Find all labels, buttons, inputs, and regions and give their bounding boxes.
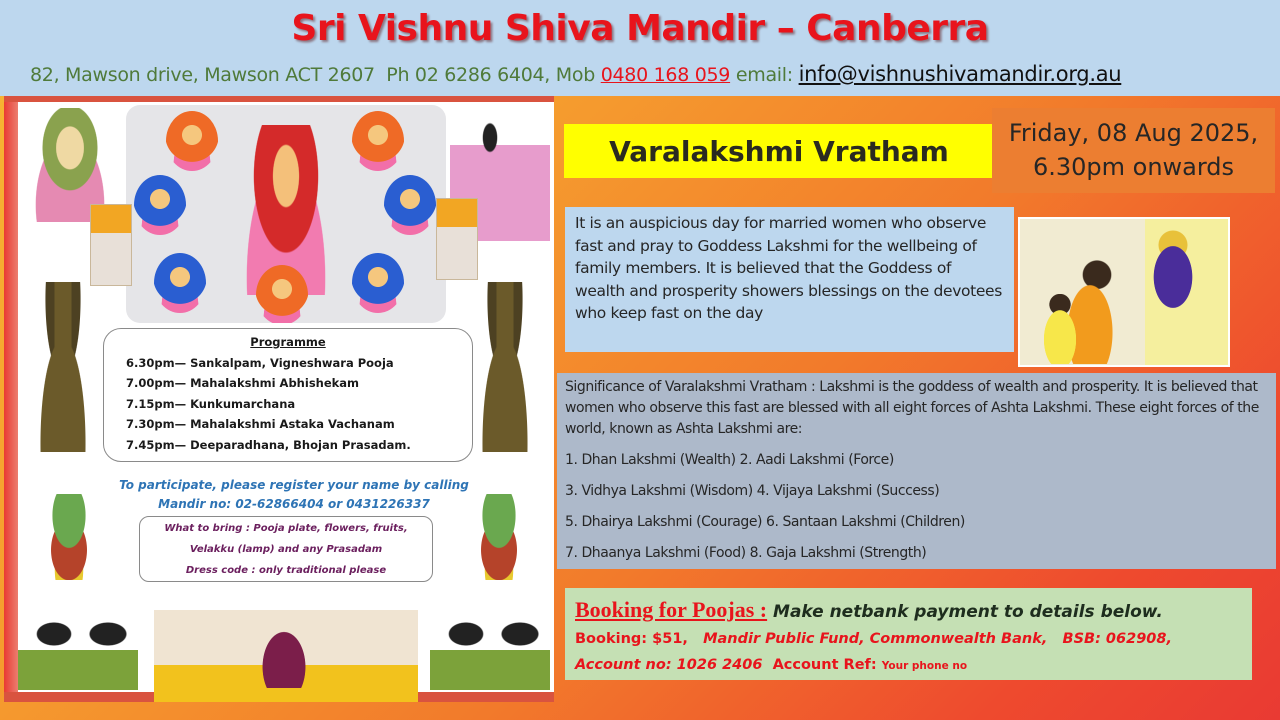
lakshmi-mini-4 [384,175,436,235]
lakshmi-mini-2 [352,111,404,171]
booking-details-line [575,626,1242,652]
event-time: 6.30pm onwards [1032,153,1235,181]
ashta-lakshmi-image [126,105,446,323]
brass-lamp-right-image [470,282,540,452]
altar-kalasam [254,618,314,688]
programme-box [103,328,473,462]
account-ref-value: Your phone no [881,660,968,672]
account-ref-label: Account Ref: [772,657,877,673]
programme-item: 7.00pm— Mahalakshmi Abhishekam [126,376,360,390]
women-applying-kumkum-left-image [18,610,138,690]
registration-phone-line: Mandir no: 02-62866404 or 0431226337 [158,497,430,511]
ashta-lakshmi-row: 3. Vidhya Lakshmi (Wisdom) 4. Vijaya Lakshmi (Success) [565,483,940,499]
mobile-link[interactable]: 0480 168 059 [600,64,731,86]
kalasam-image-left [90,204,132,286]
programme-item: 7.15pm— Kunkumarchana [126,396,296,411]
registration-line: To participate, please register your name by calling [119,478,469,492]
event-date-box [992,108,1275,193]
registration-note [104,476,484,514]
email-label: email: [735,64,793,86]
header-banner [0,0,1280,96]
ashta-lakshmi-row: 1. Dhan Lakshmi (Wealth) 2. Aadi Lakshmi (Force) [565,452,894,468]
significance-box [557,373,1276,569]
women-applying-kumkum-right-image [430,610,550,690]
programme-item: 7.30pm— Mahalakshmi Astaka Vachanam [126,417,395,431]
booking-box [565,588,1252,680]
bring-line: Velakku (lamp) and any Prasadam [189,544,383,555]
family-worship-photo [1018,217,1230,367]
account-name: Mandir Public Fund, Commonwealth Bank, [703,631,1048,647]
temple-title: Sri Vishnu Shiva Mandir – Canberra [291,8,989,49]
ashta-lakshmi-row: 7. Dhaanya Lakshmi (Food) 8. Gaja Lakshmi (Strength) [565,545,927,561]
booking-message: Make netbank payment to details below. [767,602,1163,622]
bring-line: What to bring : Pooja plate, flowers, fruits, [164,523,408,534]
programme-title: Programme [250,335,326,349]
kalasam-image-right [436,198,478,280]
goddess-idol [1143,229,1203,309]
kumbham-pot-left-image [36,494,102,580]
lakshmi-mini-3 [134,175,186,235]
booking-account-line [575,652,1242,679]
email-link[interactable]: info@vishnushivamandir.org.au [798,62,1122,86]
event-date: Friday, 08 Aug 2025, [1008,119,1259,147]
lakshmi-mini-5 [154,253,206,313]
booking-label: Booking for Poojas : [575,597,768,622]
child-figure [1035,294,1085,364]
significance-intro: Significance of Varalakshmi Vratham : Lakshmi is the goddess of wealth and prosperity. It is believed that women who observe this fast are blessed with all eight forces of Ashta Lakshmi. These eight forces of the world, known as Ashta Lakshmi are: [565,379,1259,437]
bsb: BSB: 062908, [1062,631,1172,647]
programme-item: 6.30pm— Sankalpam, Vigneshwara Pooja [126,355,394,370]
lakshmi-mini-1 [166,111,218,171]
booking-heading [575,596,1242,626]
varalakshmi-altar-image [154,610,418,702]
brass-lamp-left-image [28,282,98,452]
account-number: Account no: 1026 2406 [575,657,763,673]
programme-item: 7.45pm— Deeparadhana, Bhojan Prasadam. [126,437,411,452]
phone: Ph 02 6286 6404, Mob [386,64,595,86]
address: 82, Mawson drive, Mawson ACT 2607 [30,64,375,86]
booking-amount: Booking: $51, [575,631,688,647]
what-to-bring-box [139,516,433,582]
contact-line [30,62,1270,86]
event-description: It is an auspicious day for married women who observe fast and pray to Goddess Lakshmi for the wellbeing of family members. It is believed that the Goddess of wealth and prosperity showers blessings on the devotees who keep fast on the day [565,207,1014,352]
event-title: Varalakshmi Vratham [564,124,994,178]
lakshmi-mini-7 [256,265,308,323]
dress-code-line: Dress code : only traditional please [185,565,387,576]
lakshmi-mini-6 [352,253,404,313]
ashta-lakshmi-row: 5. Dhairya Lakshmi (Courage) 6. Santaan Lakshmi (Children) [565,514,965,530]
